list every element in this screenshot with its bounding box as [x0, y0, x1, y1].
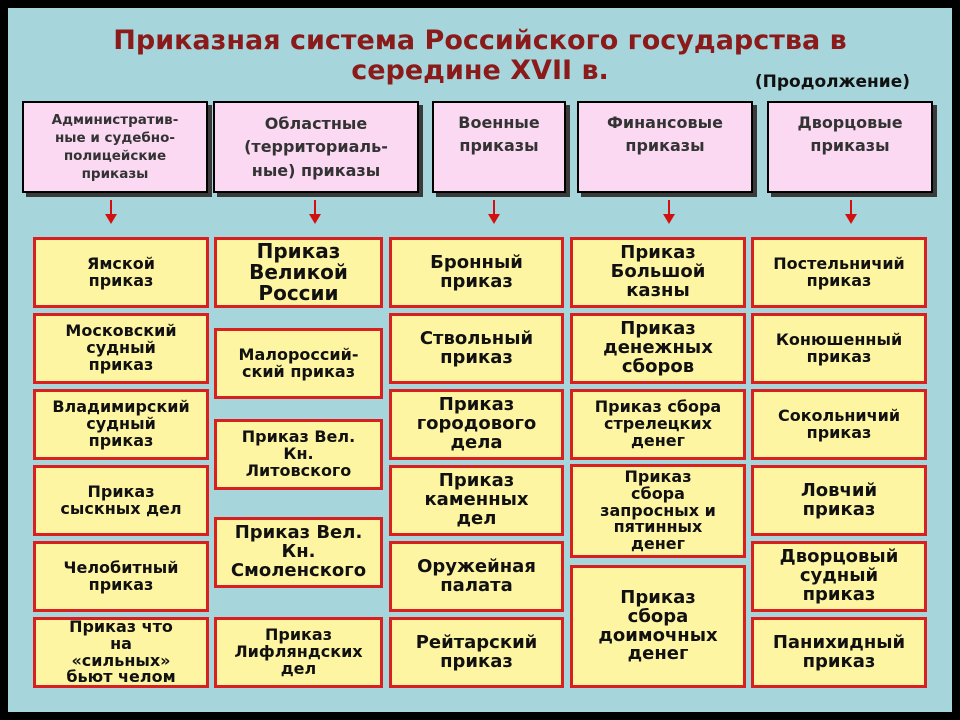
header-military-label: Военные приказы	[458, 113, 540, 156]
cell-label: Владимирский судный приказ	[52, 397, 190, 450]
arrow-down-icon	[110, 200, 112, 222]
cell-strong-petition	[33, 617, 209, 688]
cell-hunting	[751, 465, 927, 536]
header-administrative-label: Административ- ные и судебно- полицейские приказы	[51, 111, 179, 183]
cell-smolensk	[214, 517, 383, 588]
header-military	[432, 101, 566, 193]
cell-label: Приказ сыскных дел	[60, 481, 182, 518]
cell-little-russia	[214, 328, 383, 399]
cell-label: Приказ Большой казны	[610, 242, 706, 301]
header-palace	[767, 101, 933, 193]
cell-label: Приказ Лифляндских дел	[234, 625, 363, 678]
arrow-down-icon	[668, 200, 670, 222]
cell-armory	[389, 541, 564, 612]
cell-palace-court	[751, 541, 927, 612]
cell-label: Ямской приказ	[87, 253, 155, 290]
arrow-down-icon	[850, 200, 852, 222]
cell-label: Приказ сбора запросных и пятинных денег	[600, 467, 716, 554]
cell-label: Приказ каменных дел	[424, 470, 529, 529]
cell-great-treasury	[570, 237, 746, 308]
title-line-1: Приказная система Российского государства в	[113, 25, 847, 56]
header-financial	[577, 101, 753, 193]
cell-label: Сокольничий приказ	[777, 405, 901, 442]
cell-vladimir-court	[33, 389, 209, 460]
cell-armor	[389, 237, 564, 308]
cell-label: Малороссий- ский приказ	[238, 344, 359, 381]
title-line-2: середине XVII в.	[351, 55, 609, 86]
cell-label: Постельничий приказ	[773, 253, 905, 290]
cell-label: Оружейная палата	[417, 555, 536, 596]
cell-label: Конюшенный приказ	[775, 329, 903, 366]
header-administrative	[22, 101, 208, 193]
cell-label: Приказ сбора стрелецких денег	[594, 397, 722, 450]
cell-streltsy-money	[570, 389, 746, 460]
cell-detective	[33, 465, 209, 536]
cell-label: Челобитный приказ	[63, 557, 179, 594]
cell-label: Приказ городового дела	[416, 394, 537, 453]
header-regional-label: Областные (территориаль- ные) приказы	[244, 114, 388, 180]
cell-arrears-money	[570, 565, 746, 688]
cell-label: Приказ денежных сборов	[603, 318, 713, 377]
cell-petition	[33, 541, 209, 612]
cell-label: Ловчий приказ	[800, 479, 878, 520]
cell-stable	[751, 313, 927, 384]
cell-moscow-court	[33, 313, 209, 384]
cell-label: Бронный приказ	[430, 251, 523, 292]
continuation-label: (Продолжение)	[754, 72, 910, 92]
cell-city-affairs	[389, 389, 564, 460]
cell-label: Рейтарский приказ	[415, 631, 538, 672]
cell-memorial	[751, 617, 927, 688]
cell-great-russia	[214, 237, 383, 308]
cell-request-money	[570, 464, 746, 558]
cell-lithuania	[214, 419, 383, 490]
cell-label: Приказ Вел. Кн. Смоленского	[230, 522, 367, 581]
cell-label: Приказ что на «сильных» бьют челом	[66, 616, 176, 687]
cell-falconry	[751, 389, 927, 460]
arrow-down-icon	[314, 200, 316, 222]
cell-label: Московский судный приказ	[65, 321, 177, 374]
cell-yamskoy	[33, 237, 209, 308]
cell-livonia	[214, 617, 383, 688]
cell-label: Дворцовый судный приказ	[779, 546, 899, 605]
cell-bedchamber	[751, 237, 927, 308]
arrow-down-icon	[493, 200, 495, 222]
header-regional	[213, 101, 419, 193]
cell-label: Панихидный приказ	[772, 631, 906, 672]
cell-label: Приказ Вел. Кн. Литовского	[241, 427, 356, 480]
cell-label: Приказ Великой России	[249, 239, 348, 305]
header-palace-label: Дворцовые приказы	[797, 113, 903, 156]
cell-stone-affairs	[389, 465, 564, 536]
cell-money-collection	[570, 313, 746, 384]
cell-reiter	[389, 617, 564, 688]
cell-label: Ствольный приказ	[419, 327, 534, 368]
cell-barrel	[389, 313, 564, 384]
cell-label: Приказ сбора доимочных денег	[598, 586, 718, 665]
header-financial-label: Финансовые приказы	[607, 113, 723, 156]
